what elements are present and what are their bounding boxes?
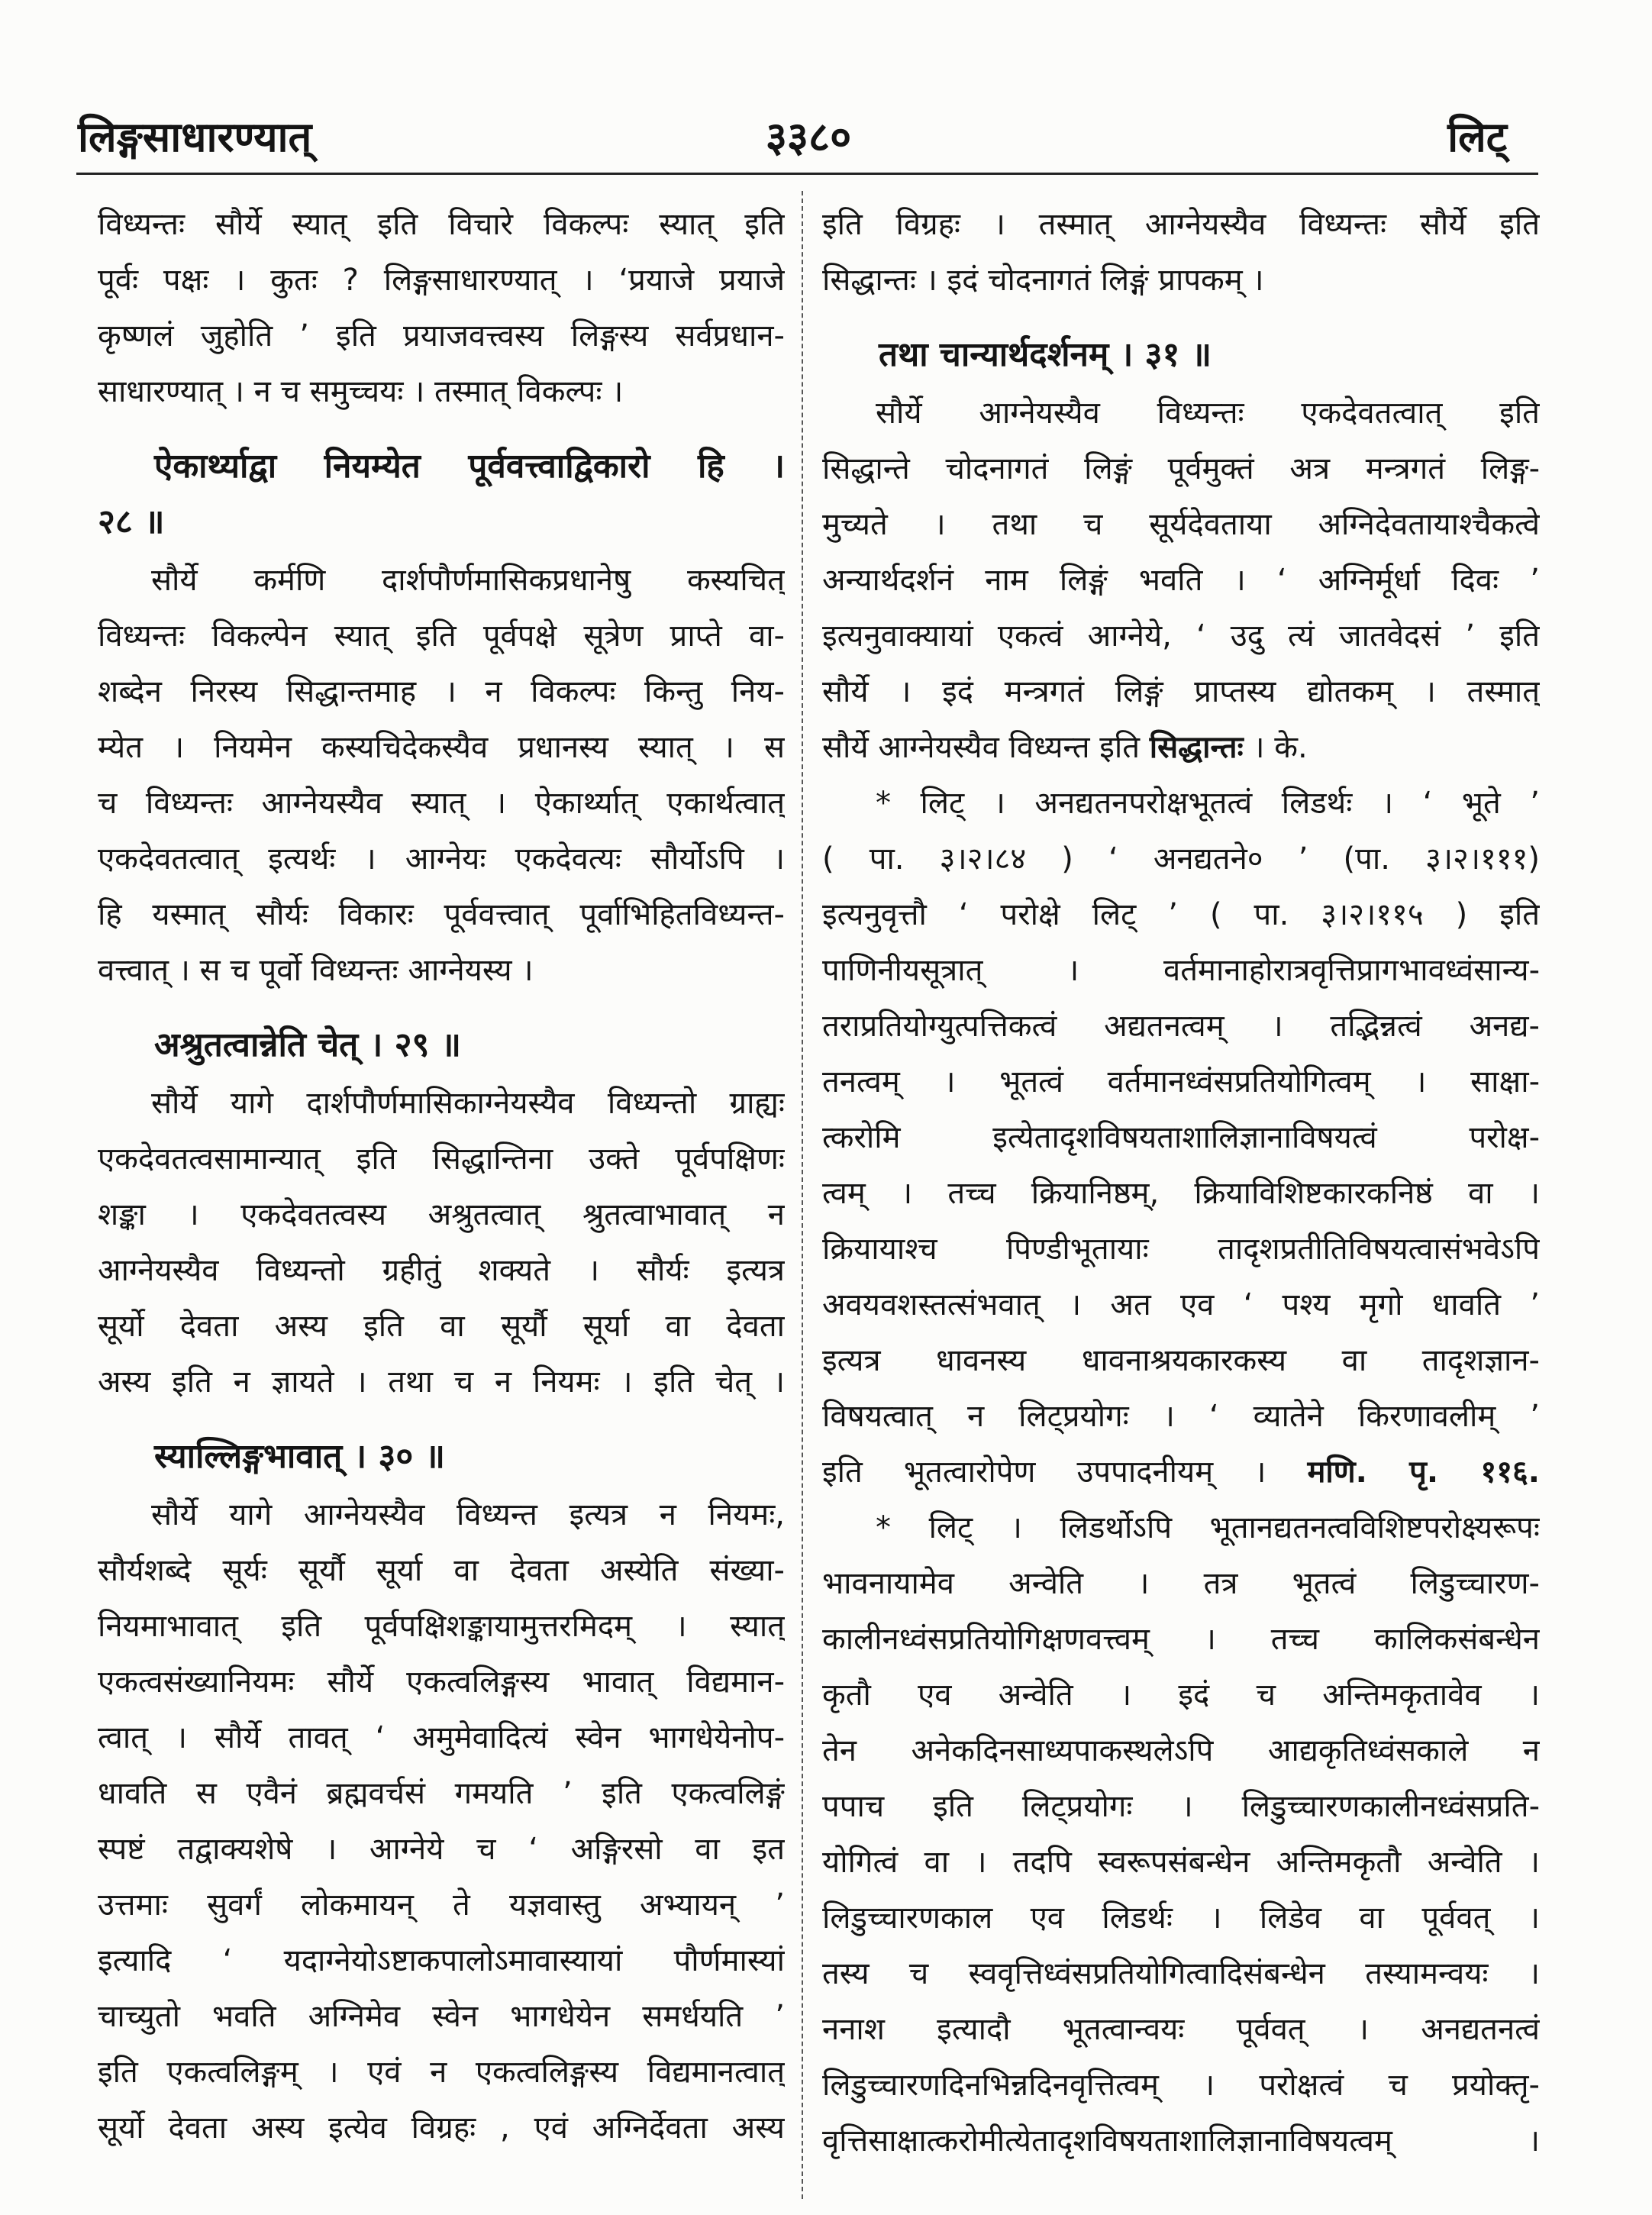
text-line [822,253,1540,308]
text-line [98,1487,785,1543]
text-line [98,1766,785,1822]
line-text [822,1946,1540,2002]
sutra-heading-line [98,1429,785,1484]
text-run: इति एकत्वलिङ्गम् । एवं न एकत्वलिङ्गस्य विद्यमानत्वात् [98,2055,785,2090]
line-text [822,1054,1540,1110]
text-run: ( पा. ३।२।८४ ) ‘ अनद्यतने० ’ (पा. ३।२।१११) [822,841,1540,877]
text-run: विध्यन्तः सौर्ये स्यात् इति विचारे विकल्पः स्यात् इति [98,207,785,242]
line-text [98,364,623,420]
text-run: कालीनध्वंसप्रतियोगिक्षणवत्त्वम् । तच्च कालिकसंबन्धेन [822,1622,1540,1657]
text-run: सौर्ये । इदं मन्त्रगतं लिङ्गं प्राप्तस्य द्योतकम् । तस्मात् [822,674,1540,709]
text-run: विषयत्वात् न लिट्प्रयोगः । ‘ व्यातेने किरणावलीम् ’ [822,1399,1540,1434]
text-run: पाणिनीयसूत्रात् । वर्तमानाहोरात्रवृत्तिप्रागभावध्वंसान्य- [822,953,1540,988]
text-line [98,1187,785,1243]
text-run: इति विग्रहः । तस्मात् आग्नेयस्यैव विध्यन्तः सौर्ये इति [822,207,1540,242]
text-run: वृत्तिसाक्षात्करोमीत्येतादृशविषयताशालिज्ञानाविषयत्वम् । [822,2123,1540,2158]
line-text [822,887,1540,943]
line-text [822,1445,1540,1500]
line-text [98,1655,785,1710]
text-run: सौर्ये आग्नेयस्यैव विध्यन्त इति [822,730,1150,765]
text-line [822,2113,1540,2169]
text-line [98,1243,785,1299]
text-line [98,1933,785,1989]
text-line [822,1946,1540,2002]
text-run: स्पष्टं तद्वाक्यशेषे । आग्नेये च ‘ अङ्गिरसो वा इत [98,1832,785,1867]
line-text [98,1822,785,1878]
bold-text: सिद्धान्तः [1149,730,1244,765]
text-run: तनत्वम् । भूतत्वं वर्तमानध्वंसप्रतियोगित्वम् । साक्षा- [822,1064,1540,1099]
text-line [822,943,1540,999]
text-line [98,197,785,253]
text-run: सौर्ये यागे दार्शपौर्णमासिकाग्नेयस्यैव विध्यन्तो ग्राह्यः [151,1086,785,1121]
line-text [98,1710,785,1766]
text-line [98,1878,785,1933]
line-text [98,664,785,720]
text-line [98,943,785,999]
line-text [98,1878,785,1933]
line-text [822,1890,1540,1946]
line-text [98,1989,785,2045]
line-text [876,776,1540,831]
line-text [98,1543,785,1599]
text-line [98,553,785,609]
line-text [822,720,1308,776]
text-run: उत्तमाः सुवर्गं लोकमायन् ते यज्ञवास्तु अभ्यायन् ’ [98,1887,785,1923]
line-text [822,441,1540,497]
text-run: चाच्युतो भवति अग्निमेव स्वेन भागधेयेन समर्धयति ’ [98,1999,785,2034]
line-text [98,1187,785,1243]
text-line [822,1723,1540,1779]
text-line [822,441,1540,497]
line-text [822,1556,1540,1612]
text-run: अस्य इति न ज्ञायते । तथा च न नियमः । इति चेत् । [98,1364,785,1400]
text-run: आग्नेयस्यैव विध्यन्तो ग्रहीतुं शक्यते । सौर्यः इत्यत्र [98,1253,785,1288]
line-text [151,1076,785,1132]
page-number: ३३८० [765,113,852,161]
line-text [98,2100,785,2156]
text-run: पपाच इति लिट्प्रयोगः । लिडुच्चारणकालीनध्वंसप्रति- [822,1789,1540,1824]
text-run: एकदेवतत्वात् इत्यर्थः । आग्नेयः एकदेवत्यः सौर्योऽपि । [98,841,785,877]
line-text [151,1487,785,1543]
text-line [98,2100,785,2156]
line-text [822,1668,1540,1723]
text-line [822,553,1540,609]
line-text [98,308,785,364]
line-text [98,1599,785,1655]
text-run: नियमाभावात् इति पूर्वपक्षिशङ्कायामुत्तरमिदम् । स्यात् [98,1609,785,1644]
line-text [98,1766,785,1822]
bold-text: मणि. पृ. ११६. [1307,1455,1540,1490]
text-run: कृष्णलं जुहोति ’ इति प्रयाजवत्त्वस्य लिङ्गस्य सर्वप्रधान- [98,318,785,354]
sutra-heading-line [98,438,785,494]
text-line [822,197,1540,253]
text-line [98,609,785,664]
text-run: स्याल्लिङ्गभावात् । ३० ॥ [154,1437,445,1476]
text-line [822,1500,1540,1556]
text-line [822,720,1540,776]
line-text [822,2002,1540,2058]
text-run: म्येत । नियमेन कस्यचिदेकस्यैव प्रधानस्य स्यात् । स [98,730,785,765]
text-line [98,1710,785,1766]
line-text [98,943,533,999]
line-text [98,831,785,887]
text-run: सूर्यो देवता अस्य इत्येव विग्रहः , एवं अग्निर्देवता अस्य [98,2110,785,2146]
text-line [98,1076,785,1132]
text-run: वत्त्वात् । स च पूर्वो विध्यन्तः आग्नेयस्य । [98,953,534,988]
text-line [98,1543,785,1599]
text-line [822,497,1540,553]
text-run: तराप्रतियोग्युत्पत्तिकत्वं अद्यतनत्वम् । तद्भिन्नत्वं अनद्य- [822,1009,1540,1044]
text-run: । के. [1243,730,1308,765]
text-run: एकत्वसंख्यानियमः सौर्ये एकत्वलिङ्गस्य भावात् विद्यमान- [98,1664,785,1700]
text-run: अन्यार्थदर्शनं नाम लिङ्गं भवति । ‘ अग्निर्मूर्धा दिवः ’ [822,563,1540,598]
line-text [98,2045,785,2100]
text-run: लिडुच्चारणदिनभिन्नदिनवृत्तित्वम् । परोक्षत्वं च प्रयोक्तृ- [822,2068,1540,2103]
text-line [822,1445,1540,1500]
line-text [98,494,164,550]
text-line [98,720,785,776]
line-text [822,553,1540,609]
text-line [822,1890,1540,1946]
text-run: सौर्ये आग्नेयस्यैव विध्यन्तः एकदेवतत्वात् इति [876,396,1540,431]
text-run: अश्रुतत्वान्नेति चेत् । २९ ॥ [154,1025,462,1064]
line-text [98,609,785,664]
text-run: तस्य च स्ववृत्तिध्वंसप्रतियोगित्वादिसंबन्धेन तस्यामन्वयः । [822,1956,1540,1991]
text-line [98,664,785,720]
text-line [98,1989,785,2045]
text-line [822,1277,1540,1333]
text-run: त्वम् । तच्च क्रियानिष्ठम्, क्रियाविशिष्टकारकनिष्ठं वा । [822,1176,1540,1211]
text-run: लिडुच्चारणकाल एव लिडर्थः । लिडेव वा पूर्ववत् । [822,1900,1540,1936]
line-text [154,1429,445,1484]
line-text [98,253,785,308]
line-text [98,887,785,943]
sutra-heading-line [98,1017,785,1073]
line-text [822,497,1540,553]
text-run: एकदेवतत्वसामान्यात् इति सिद्धान्तिना उक्ते पूर्वपक्षिणः [98,1141,785,1177]
text-run: विध्यन्तः विकल्पेन स्यात् इति पूर्वपक्षे सूत्रेण प्राप्ते वा- [98,618,785,654]
text-line [98,308,785,364]
text-line [98,887,785,943]
text-run: इत्यनुवृत्तौ ‘ परोक्षे लिट् ’ ( पा. ३।२।११५ ) इति [822,897,1540,932]
text-line [822,1779,1540,1835]
line-text [822,1333,1540,1389]
line-text [98,1355,785,1410]
text-line [822,999,1540,1054]
text-run: * लिट् । अनद्यतनपरोक्षभूतत्वं लिडर्थः । ‘ भूते ’ [876,786,1540,821]
line-text [822,1612,1540,1668]
line-text [822,197,1540,253]
line-text [151,553,785,609]
text-run: भावनायामेव अन्वेति । तत्र भूतत्वं लिडुच्चारण- [822,1566,1540,1601]
text-line [822,386,1540,441]
text-run: योगित्वं वा । तदपि स्वरूपसंबन्धेन अन्तिमकृतौ अन्वेति । [822,1845,1540,1880]
text-line [822,887,1540,943]
text-line [822,1333,1540,1389]
text-line [98,364,785,420]
text-line [98,1599,785,1655]
text-run: इत्यादि ‘ यदाग्नेयोऽष्टाकपालोऽमावास्यायां पौर्णमास्यां [98,1943,785,1978]
text-run: सौर्ये यागे आग्नेयस्यैव विध्यन्त इत्यत्र न नियमः, [151,1497,785,1532]
text-line [98,1655,785,1710]
line-text [98,1933,785,1989]
text-run: सौर्ये कर्मणि दार्शपौर्णमासिकप्रधानेषु कस्यचित् [151,563,785,598]
line-text [98,1243,785,1299]
text-line [98,1132,785,1187]
text-line [98,831,785,887]
text-run: सूर्यो देवता अस्य इति वा सूर्यौ सूर्या वा देवता [98,1309,785,1344]
text-line [822,1556,1540,1612]
line-text [822,831,1540,887]
text-run: २८ ॥ [98,502,165,541]
line-text [822,999,1540,1054]
line-text [98,1299,785,1355]
text-run: तथा चान्यार्थदर्शनम् । ३१ ॥ [879,335,1212,374]
line-text [822,2058,1540,2113]
text-run: * लिट् । लिडर्थोऽपि भूतानद्यतनत्वविशिष्टपरोक्ष्यरूपः [876,1510,1540,1545]
line-text [154,1017,461,1073]
text-run: कृतौ एव अन्वेति । इदं च अन्तिमकृतावेव । [822,1677,1540,1713]
text-line [822,609,1540,664]
line-text [154,438,785,494]
line-text [822,1222,1540,1277]
text-run: अवयवशस्तत्संभवात् । अत एव ‘ पश्य मृगो धावति ’ [822,1287,1540,1322]
text-line [822,1389,1540,1445]
line-text [822,253,1264,308]
line-text [822,609,1540,664]
text-run: धावति स एवैनं ब्रह्मवर्चसं गमयति ’ इति एकत्वलिङ्गं [98,1776,785,1811]
text-run: ऐकार्थ्याद्वा नियम्येत पूर्ववत्त्वाद्विकारो हि । [154,447,785,486]
text-line [98,1355,785,1410]
text-line [98,1299,785,1355]
text-line [98,253,785,308]
text-line [822,1668,1540,1723]
text-line [822,2058,1540,2113]
text-run: सौर्यशब्दे सूर्यः सूर्यौ सूर्या वा देवता अस्येति संख्या- [98,1553,785,1588]
line-text [98,197,785,253]
line-text [822,664,1540,720]
text-line [822,2002,1540,2058]
line-text [98,1132,785,1187]
line-text [822,1779,1540,1835]
text-run: च विध्यन्तः आग्नेयस्यैव स्यात् । ऐकार्थ्यात् एकार्थत्वात् [98,786,785,821]
left-column [98,197,785,2205]
text-line [822,1612,1540,1668]
text-run: क्रियायाश्च पिण्डीभूतायाः तादृशप्रतीतिविषयत्वासंभवेऽपि [822,1232,1540,1267]
text-run: पूर्वः पक्षः । कुतः ? लिङ्गसाधारण्यात् । ‘प्रयाजे प्रयाजे [98,263,785,298]
right-column [822,197,1540,2205]
text-line [822,1166,1540,1222]
line-text [822,2113,1540,2169]
line-text [822,1723,1540,1779]
line-text [98,776,785,831]
text-line [822,1110,1540,1166]
header-rule [76,173,1538,175]
line-text [822,1166,1540,1222]
line-text [879,327,1212,383]
text-run: त्करोमि इत्येतादृशविषयताशालिज्ञानाविषयत्वं परोक्ष- [822,1120,1540,1155]
line-text [876,386,1540,441]
running-head-left: लिङ्गसाधारण्यात् [78,113,312,161]
text-line [98,2045,785,2100]
line-text [876,1500,1540,1556]
text-run: शब्देन निरस्य सिद्धान्तमाह । न विकल्पः किन्तु निय- [98,674,785,709]
sutra-heading-line [822,327,1540,383]
text-run: ननाश इत्यादौ भूतत्वान्वयः पूर्ववत् । अनद्यतनत्वं [822,2012,1540,2047]
text-run: मुच्यते । तथा च सूर्यदेवताया अग्निदेवतायाश्चैकत्वे [822,507,1540,542]
text-run: हि यस्मात् सौर्यः विकारः पूर्ववत्त्वात् पूर्वाभिहितविध्यन्त- [98,897,785,932]
text-run: इति भूतत्वारोपेण उपपादनीयम् । [822,1455,1308,1490]
sutra-heading-line [98,494,785,550]
text-line [822,1222,1540,1277]
column-divider [802,191,803,2199]
line-text [822,1277,1540,1333]
text-line [822,776,1540,831]
line-text [822,1110,1540,1166]
line-text [822,1835,1540,1890]
text-line [822,664,1540,720]
text-line [98,1822,785,1878]
text-line [822,1835,1540,1890]
line-text [98,720,785,776]
text-line [822,831,1540,887]
text-run: इत्यनुवाक्यायां एकत्वं आग्नेये, ‘ उदु त्यं जातवेदसं ’ इति [822,618,1540,654]
text-line [98,776,785,831]
text-run: तेन अनेकदिनसाध्यपाकस्थलेऽपि आद्यकृतिध्वंसकाले न [822,1733,1540,1768]
text-run: साधारण्यात् । न च समुच्चयः । तस्मात् विकल्पः । [98,374,624,409]
text-line [822,1054,1540,1110]
line-text [822,943,1540,999]
text-run: शङ्का । एकदेवतत्वस्य अश्रुतत्वात् श्रुतत्वाभावात् न [98,1197,785,1232]
text-run: सिद्धान्तः । इदं चोदनागतं लिङ्गं प्रापकम् । [822,263,1264,298]
text-run: त्वात् । सौर्ये तावत् ‘ अमुमेवादित्यं स्वेन भागधेयेनोप- [98,1720,785,1755]
text-run: इत्यत्र धावनस्य धावनाश्रयकारकस्य वा तादृशज्ञान- [822,1343,1540,1378]
running-head-right: लिट् [1447,113,1507,161]
text-run: सिद्धान्ते चोदनागतं लिङ्गं पूर्वमुक्तं अत्र मन्त्रगतं लिङ्ग- [822,451,1540,486]
line-text [822,1389,1540,1445]
